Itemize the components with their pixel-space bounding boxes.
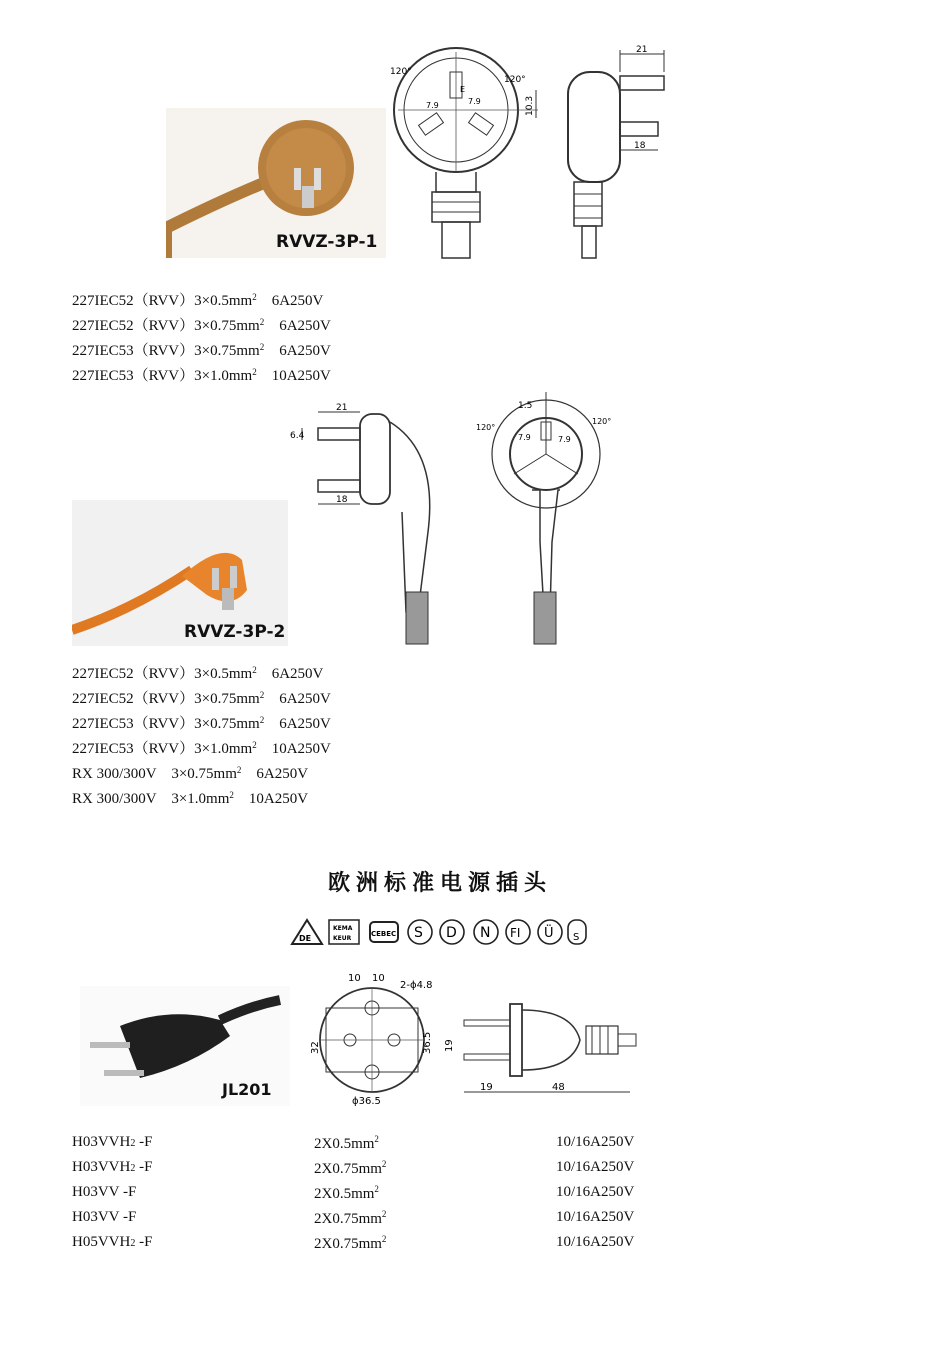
section-heading-european: 欧洲标准电源插头 xyxy=(327,870,552,896)
model-label-rvvz-3p-1: RVVZ-3P-1 xyxy=(276,232,378,252)
dim-hole: 2-ϕ4.8 xyxy=(400,980,433,991)
dim-angle-right: 120° xyxy=(592,417,612,426)
dim-10-right: 10 xyxy=(372,973,385,984)
technical-drawing-rvvz-3p-2 xyxy=(288,392,622,646)
spec-line: RX 300/300V $3\times 1.0mm^2$ 10A250V xyxy=(72,790,309,807)
spec-line: $227IEC53(RVV)3\times 0.75mm^2$ 6A250V xyxy=(72,715,331,732)
dim-diameter: ϕ36.5 xyxy=(352,1096,381,1107)
dim-7.9-right: 7.9 xyxy=(558,435,571,444)
spec-line: $227IEC52(RVV)3\times 0.5mm^2$ 6A250V xyxy=(72,292,324,309)
rating: 10/16A250V xyxy=(556,1159,635,1175)
cable-type: H03VVH2 -F xyxy=(72,1134,153,1150)
technical-drawing-rvvz-3p-1 xyxy=(388,42,710,260)
cable-size: $2X0.75mm^2$ xyxy=(314,1209,387,1227)
model-label-rvvz-3p-2: RVVZ-3P-2 xyxy=(184,622,286,642)
dim-21: 21 xyxy=(336,403,348,413)
dim-18: 18 xyxy=(336,495,348,505)
svg-text:S: S xyxy=(573,932,580,943)
dim-6.4: 6.4 xyxy=(290,431,305,441)
svg-text:S: S xyxy=(414,925,423,941)
svg-text:Ü: Ü xyxy=(544,926,554,941)
svg-text:N: N xyxy=(480,925,491,941)
dim-7.9-right: 7.9 xyxy=(468,97,481,106)
dim-e: E xyxy=(460,85,466,94)
dim-angle-right: 120° xyxy=(504,75,526,85)
rating: 10/16A250V xyxy=(556,1134,635,1150)
dim-7.9-left: 7.9 xyxy=(518,433,531,442)
rating: 10/16A250V xyxy=(556,1209,635,1225)
rating: 10/16A250V xyxy=(556,1234,635,1250)
svg-text:FI: FI xyxy=(510,926,521,940)
dim-7.9-left: 7.9 xyxy=(426,101,439,110)
swiss-s-icon xyxy=(566,918,588,946)
cable-size: $2X0.5mm^2$ xyxy=(314,1134,379,1152)
kema-keur-icon xyxy=(328,918,360,946)
cable-size: $2X0.5mm^2$ xyxy=(314,1184,379,1202)
spec-line: $227IEC52(RVV)3\times 0.75mm^2$ 6A250V xyxy=(72,690,331,707)
model-label-jl201: JL201 xyxy=(222,1080,272,1099)
spec-line: $227IEC53(RVV)3\times 1.0mm^2$ 10A250V xyxy=(72,740,331,757)
cable-type: H05VVH2 -F xyxy=(72,1234,153,1250)
spec-line: RX 300/300V $3\times 0.75mm^2$ 6A250V xyxy=(72,765,309,782)
dim-depth-21: 21 xyxy=(636,45,648,55)
dim-angle-left: 120° xyxy=(476,423,496,432)
dim-1.5: 1.5 xyxy=(518,401,533,411)
cebec-icon xyxy=(368,918,400,946)
ove-icon xyxy=(536,918,564,946)
svg-text:KEMA: KEMA xyxy=(333,925,353,932)
svg-text:D: D xyxy=(446,925,457,941)
svg-text:CEBEC: CEBEC xyxy=(371,930,397,938)
dim-depth-18: 18 xyxy=(634,141,646,151)
de-mark-icon xyxy=(290,918,324,946)
dim-10-left: 10 xyxy=(348,973,361,984)
technical-drawing-jl201 xyxy=(300,968,650,1110)
spec-line: $227IEC52(RVV)3\times 0.75mm^2$ 6A250V xyxy=(72,317,331,334)
dim-36.5: 36.5 xyxy=(422,1031,433,1054)
fimko-icon xyxy=(504,918,532,946)
svg-text:KEUR: KEUR xyxy=(333,935,352,942)
cable-type: H03VV -F xyxy=(72,1184,137,1200)
spec-line: $227IEC53(RVV)3\times 0.75mm^2$ 6A250V xyxy=(72,342,331,359)
dim-height: 10.3 xyxy=(525,95,535,116)
cable-size: $2X0.75mm^2$ xyxy=(314,1234,387,1252)
cable-type: H03VV -F xyxy=(72,1209,137,1225)
dim-19: 19 xyxy=(480,1082,493,1093)
dim-19-vertical: 19 xyxy=(444,1039,455,1052)
demko-icon xyxy=(438,918,466,946)
rating: 10/16A250V xyxy=(556,1184,635,1200)
svg-text:DE: DE xyxy=(299,934,312,943)
dim-angle-left: 120° xyxy=(390,67,412,77)
cable-type: H03VVH2 -F xyxy=(72,1159,153,1175)
spec-line: $227IEC52(RVV)3\times 0.5mm^2$ 6A250V xyxy=(72,665,324,682)
semko-icon xyxy=(406,918,434,946)
nemko-icon xyxy=(472,918,500,946)
cable-size: $2X0.75mm^2$ xyxy=(314,1159,387,1177)
dim-32: 32 xyxy=(310,1041,321,1054)
dim-48: 48 xyxy=(552,1082,565,1093)
spec-line: $227IEC53(RVV)3\times 1.0mm^2$ 10A250V xyxy=(72,367,331,384)
